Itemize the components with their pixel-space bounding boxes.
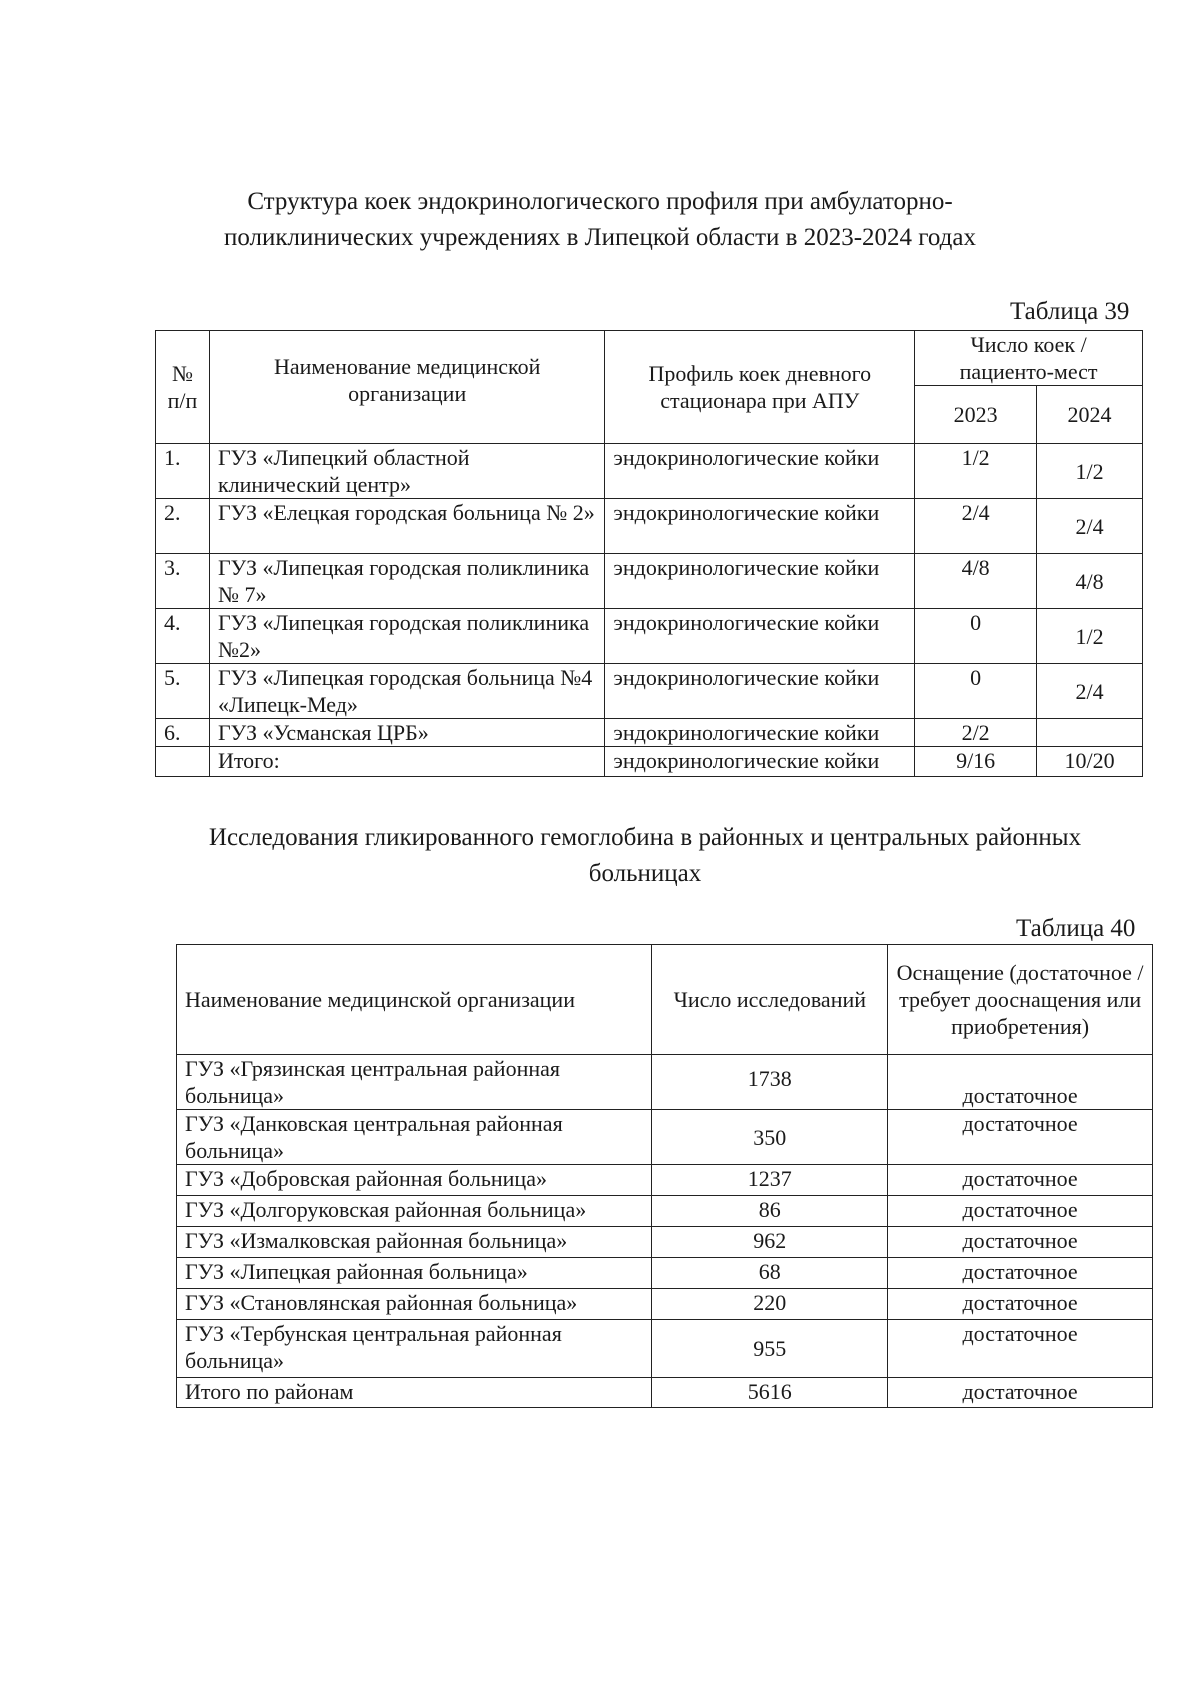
row-org: ГУЗ «Липецкая городская поликлиника № 7» xyxy=(209,554,604,609)
table-total-row xyxy=(156,747,1143,777)
row-equipment: достаточное xyxy=(888,1258,1153,1289)
row-count: 962 xyxy=(652,1227,888,1258)
header-org: Наименование медицинской организации xyxy=(209,331,604,444)
row-profile: эндокринологические койки xyxy=(605,554,915,609)
row-org: ГУЗ «Липецкая районная больница» xyxy=(177,1258,652,1289)
total-label: Итого по районам xyxy=(177,1378,652,1408)
header-year-2023: 2023 xyxy=(915,386,1037,444)
table-row xyxy=(156,719,1143,747)
row-num: 5. xyxy=(156,664,210,719)
table-row xyxy=(156,554,1143,609)
row-2024: 4/8 xyxy=(1037,554,1143,609)
row-equipment: достаточное xyxy=(888,1227,1153,1258)
header-year-2024: 2024 xyxy=(1037,386,1143,444)
row-org: ГУЗ «Усманская ЦРБ» xyxy=(209,719,604,747)
table-row xyxy=(156,444,1143,499)
row-2024: 1/2 xyxy=(1037,609,1143,664)
row-num: 6. xyxy=(156,719,210,747)
row-profile: эндокринологические койки xyxy=(605,664,915,719)
row-count: 955 xyxy=(652,1320,888,1378)
total-count: 5616 xyxy=(652,1378,888,1408)
row-org: ГУЗ «Долгоруковская районная больница» xyxy=(177,1196,652,1227)
row-profile: эндокринологические койки xyxy=(605,499,915,554)
table39-title xyxy=(150,184,1050,256)
row-equipment: достаточное xyxy=(888,1165,1153,1196)
total-label: Итого: xyxy=(209,747,604,777)
row-2024: 1/2 xyxy=(1037,444,1143,499)
table-row xyxy=(177,1165,1153,1196)
row-count: 1237 xyxy=(652,1165,888,1196)
row-org: ГУЗ «Измалковская районная больница» xyxy=(177,1227,652,1258)
row-2024 xyxy=(1037,719,1143,747)
table40-label: Таблица 40 xyxy=(1016,915,1136,942)
total-num xyxy=(156,747,210,777)
row-org: ГУЗ «Липецкая городская больница №4 «Липецк-Мед» xyxy=(209,664,604,719)
table-row xyxy=(156,499,1143,554)
row-org: ГУЗ «Добровская районная больница» xyxy=(177,1165,652,1196)
table-row xyxy=(156,664,1143,719)
row-2023: 0 xyxy=(915,664,1037,719)
table40-title-line1: Исследования гликированного гемоглобина в районных и центральных районных xyxy=(208,824,1082,851)
total-2023: 9/16 xyxy=(915,747,1037,777)
table40 xyxy=(176,944,1153,1408)
row-count: 220 xyxy=(652,1289,888,1320)
table-row xyxy=(177,1258,1153,1289)
row-2023: 0 xyxy=(915,609,1037,664)
row-2024: 2/4 xyxy=(1037,664,1143,719)
row-org: ГУЗ «Данковская центральная районная больница» xyxy=(177,1110,652,1165)
row-profile: эндокринологические койки xyxy=(605,719,915,747)
row-count: 86 xyxy=(652,1196,888,1227)
header-count: Число исследований xyxy=(652,945,888,1055)
header-equipment: Оснащение (достаточное / требует дооснащения или приобретения) xyxy=(888,945,1153,1055)
table-row xyxy=(177,1227,1153,1258)
table-row xyxy=(177,1289,1153,1320)
table39-title-line1: Структура коек эндокринологического профиля при амбулаторно- xyxy=(247,188,953,215)
row-num: 1. xyxy=(156,444,210,499)
row-org: ГУЗ «Елецкая городская больница № 2» xyxy=(209,499,604,554)
row-equipment: достаточное xyxy=(888,1196,1153,1227)
table39-title-line2: поликлинических учреждениях в Липецкой области в 2023-2024 годах xyxy=(223,224,976,251)
row-count: 1738 xyxy=(652,1055,888,1110)
table-row xyxy=(177,1320,1153,1378)
table-total-row xyxy=(177,1378,1153,1408)
row-org: ГУЗ «Липецкая городская поликлиника №2» xyxy=(209,609,604,664)
row-num: 3. xyxy=(156,554,210,609)
table39-label: Таблица 39 xyxy=(1010,298,1130,325)
header-beds: Число коек / пациенто-мест xyxy=(915,331,1143,386)
row-count: 350 xyxy=(652,1110,888,1165)
row-equipment: достаточное xyxy=(888,1320,1153,1378)
row-num: 2. xyxy=(156,499,210,554)
row-num: 4. xyxy=(156,609,210,664)
row-profile: эндокринологические койки xyxy=(605,444,915,499)
total-equipment: достаточное xyxy=(888,1378,1153,1408)
total-profile: эндокринологические койки xyxy=(605,747,915,777)
total-2024: 10/20 xyxy=(1037,747,1143,777)
row-org: ГУЗ «Становлянская районная больница» xyxy=(177,1289,652,1320)
table-row xyxy=(177,1110,1153,1165)
row-2024: 2/4 xyxy=(1037,499,1143,554)
row-equipment: достаточное xyxy=(888,1055,1153,1110)
table40-title-line2: больницах xyxy=(588,860,702,887)
row-equipment: достаточное xyxy=(888,1289,1153,1320)
row-org: ГУЗ «Грязинская центральная районная больница» xyxy=(177,1055,652,1110)
row-equipment: достаточное xyxy=(888,1110,1153,1165)
header-profile: Профиль коек дневного стационара при АПУ xyxy=(605,331,915,444)
header-num: № п/п xyxy=(156,331,210,444)
row-count: 68 xyxy=(652,1258,888,1289)
row-org: ГУЗ «Тербунская центральная районная больница» xyxy=(177,1320,652,1378)
table39 xyxy=(155,330,1143,777)
header-org: Наименование медицинской организации xyxy=(177,945,652,1055)
table40-title xyxy=(150,820,1140,892)
table-row xyxy=(156,609,1143,664)
row-2023: 4/8 xyxy=(915,554,1037,609)
row-2023: 2/4 xyxy=(915,499,1037,554)
row-org: ГУЗ «Липецкий областной клинический центр» xyxy=(209,444,604,499)
row-2023: 1/2 xyxy=(915,444,1037,499)
table-row xyxy=(177,1196,1153,1227)
table-row xyxy=(177,1055,1153,1110)
row-2023: 2/2 xyxy=(915,719,1037,747)
row-profile: эндокринологические койки xyxy=(605,609,915,664)
